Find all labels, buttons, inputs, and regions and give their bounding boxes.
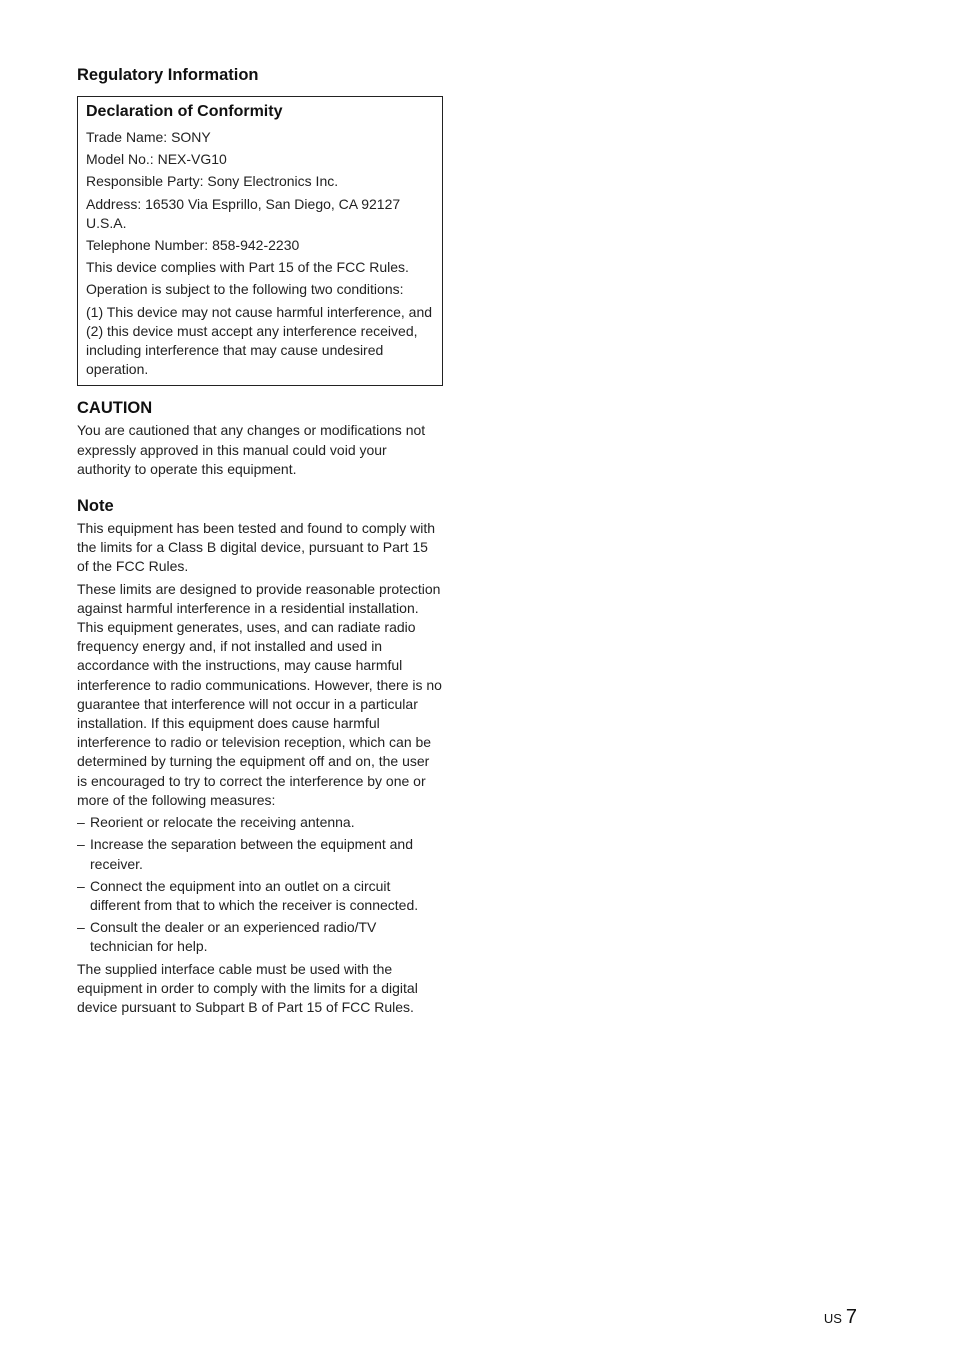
- dash-bullet: –: [77, 877, 85, 894]
- page-number-value: 7: [845, 1306, 857, 1328]
- dash-bullet: –: [77, 919, 85, 936]
- regulatory-information-heading: Regulatory Information: [77, 66, 259, 84]
- note-paragraph-1: This equipment has been tested and found to comply with the limits for a Class B digital device, pursuant to Part 15 of the FCC Rules.: [77, 520, 435, 575]
- measures-list: [77, 813, 443, 956]
- note-heading: Note: [77, 497, 114, 516]
- main-column: [77, 64, 443, 1020]
- responsible-party-line: Responsible Party: Sony Electronics Inc.: [86, 173, 339, 190]
- note-paragraph-3: The supplied interface cable must be used with the equipment in order to comply with the limits for a digital device pursuant to Subpart B of Part 15 of FCC Rules.: [77, 960, 418, 1015]
- list-item: [77, 813, 443, 832]
- telephone-line: Telephone Number: 858-942-2230: [86, 237, 300, 254]
- measure-text: Increase the separation between the equipment and receiver.: [90, 836, 414, 872]
- measure-text: Reorient or relocate the receiving antenna.: [90, 814, 355, 831]
- trade-name-line: Trade Name: SONY: [86, 129, 211, 145]
- caution-heading: CAUTION: [77, 399, 153, 418]
- address-line: Address: 16530 Via Esprillo, San Diego, CA 92127 U.S.A.: [86, 195, 401, 231]
- measure-text: Consult the dealer or an experienced radio/TV technician for help.: [90, 919, 377, 955]
- operation-conditions-line: Operation is subject to the following two conditions:: [86, 281, 404, 298]
- declaration-heading: Declaration of Conformity: [86, 103, 283, 120]
- dash-bullet: –: [77, 814, 85, 831]
- conditions-text: (1) This device may not cause harmful interference, and (2) this device must accept any interference received, including interference that may cause undesired operation.: [86, 303, 433, 378]
- list-item: [77, 877, 443, 915]
- page-number: [824, 1306, 857, 1329]
- list-item: [77, 835, 443, 873]
- caution-text: You are cautioned that any changes or modifications not expressly approved in this manual could void your authority to operate this equipment.: [77, 422, 426, 477]
- model-number-line: Model No.: NEX-VG10: [86, 151, 227, 168]
- list-item: [77, 918, 443, 956]
- note-paragraph-2: These limits are designed to provide reasonable protection against harmful interference in a residential installation. This equipment generates, uses, and can radiate radio frequency energy and, if not installed and used in accordance with the instructions, may cause harmful interference to radio communications. However, there is no guarantee that interference will not occur in a particular installation. If this equipment does cause harmful interference to radio or television reception, which can be determined by turning the equipment off and on, the user is encouraged to try to correct the interference by one or more of the following measures:: [77, 580, 442, 808]
- fcc-compliance-line: This device complies with Part 15 of the FCC Rules.: [86, 259, 409, 276]
- measure-text: Connect the equipment into an outlet on a circuit different from that to which the receiver is connected.: [90, 877, 419, 913]
- dash-bullet: –: [77, 836, 85, 853]
- page-region-label: US: [823, 1311, 842, 1326]
- declaration-of-conformity-box: [77, 96, 443, 386]
